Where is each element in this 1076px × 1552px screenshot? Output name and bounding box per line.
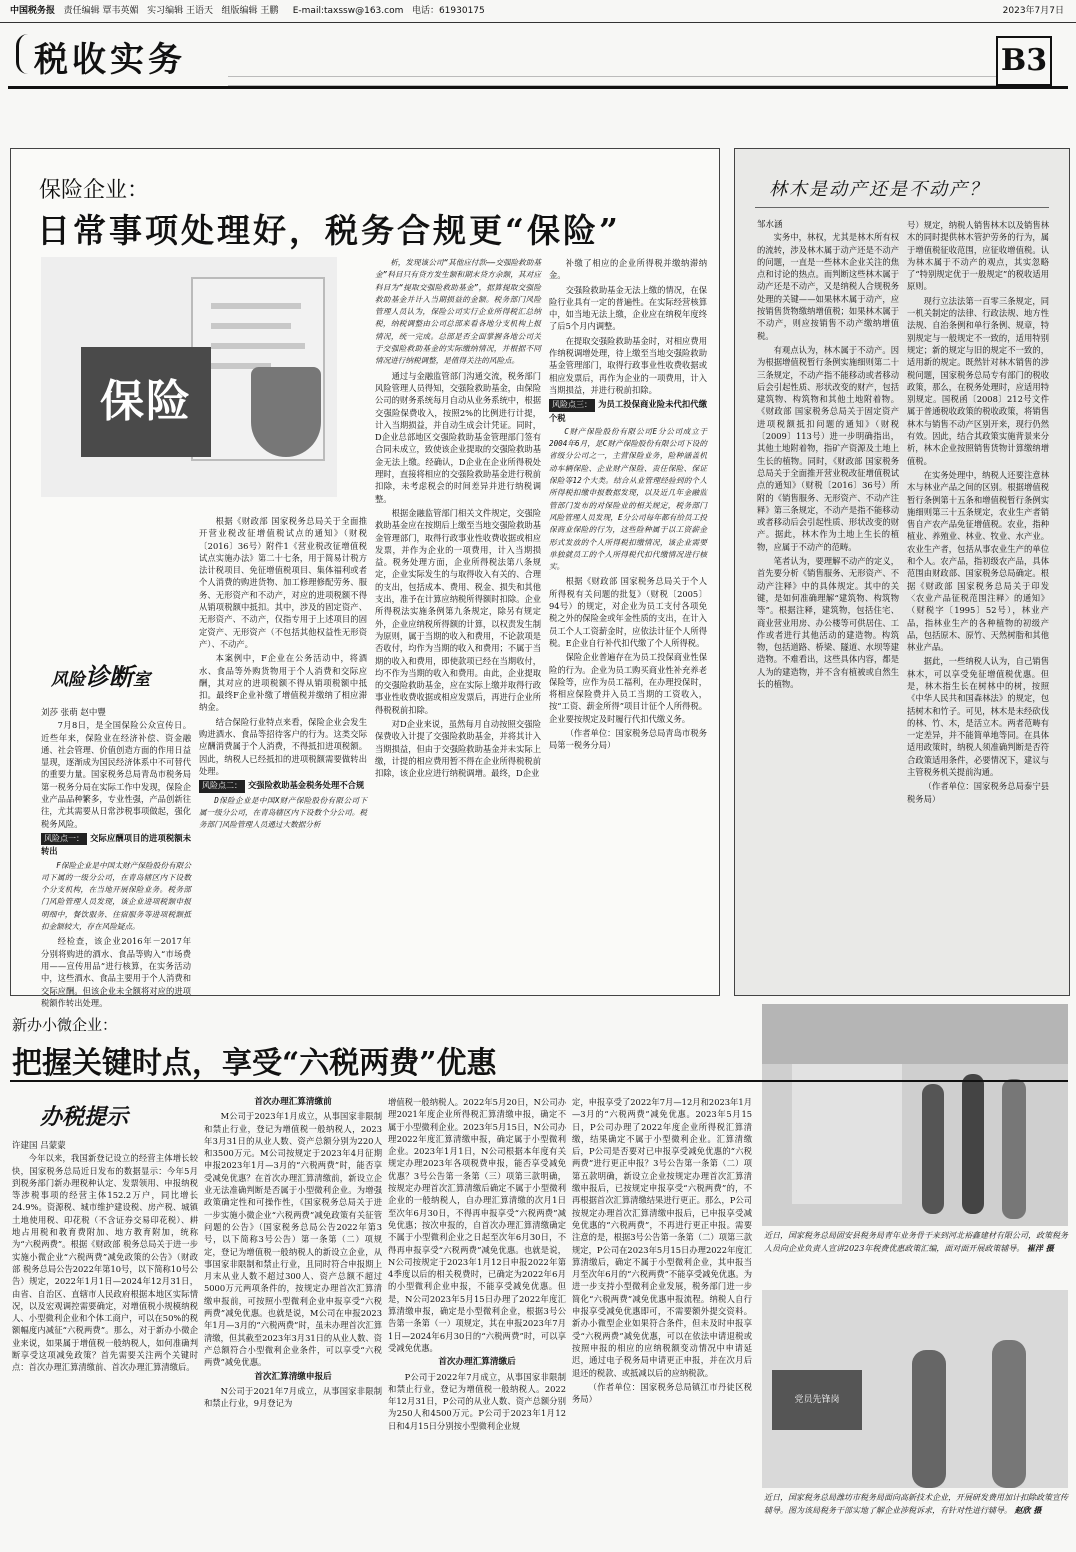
decorative-lines (228, 76, 998, 86)
page-number: B3 (996, 36, 1052, 86)
article1-kicker: 保险企业： (39, 178, 150, 203)
sign-text: 党员先锋岗 (794, 1395, 840, 1405)
paragraph: 有观点认为，林木属于不动产。因为根据增值税暂行条例实施细则第二十三条规定，不动产指不能移动或者移动后会引起性质、形状改变的财产，包括建筑物、构筑物和其他土地附着物。《财政部 国家税务总局关于固定资产进项税额抵扣问题的通知》（财税〔2009〕113号）进一步明确指出，其他土地附着物，指矿产资源及土地上生长的植物。同时，《财政部 国家税务总局关于全面推开营业税改征增值税试点的通知》（财税〔2016〕36号）所附的《销售服务、无形资产、不动产注释》第三条规定，不动产是指不能移动或者移动后会引起性质、形状改变的财产。据此，林木作为土地上生长的植物，应属于不动产的范畴。 (757, 344, 899, 552)
risk-tag-2: 风险点二： (199, 780, 245, 792)
case-note: 析，发现该公司“其他应付款——交强险救助基金”科目只有贷方发生额和期末贷方余额，其对应科目为“提取交强险救助基金”，据算提取交强险救助基金并计入当期损益的金额。税务部门风险管理人员认为，保险公司实行企业所得税汇总纳税，纳税调整由公司总部来看各地分支机构上报情况，统一完成。总部是否全面掌握各地公司关于交强险救助基金的实际缴纳情况，并根据不同情况进行纳税调整，是值得关注的风险点。 (375, 258, 541, 366)
paragraph: 实务中，林权，尤其是林木所有权的流转，涉及林木属于动产还是不动产的问题，一直是一些林木企业关注的焦点和讨论的热点。而判断这些林木属于动产还是不动产，又是纳税人合规税务处理的关键——如果林木属于动产，应按销售货物缴纳增值税；如果林木属于不动产，则应按销售不动产缴纳增值税。 (757, 232, 899, 341)
paragraph: 本案例中，F企业在公务活动中，将酒水、食品等外购货物用于个人消费和交际应酬，其对应的进项税额不得从销项税额中抵扣。最终F企业补缴了增值税并缴纳了相应滞纳金。 (199, 653, 367, 713)
photo-caption-1 (764, 1230, 1068, 1286)
paragraph: 在提取交强险救助基金时，对相应费用作纳税调增处理，待上缴至当地交强险救助基金管理部门，取得行政事业性收费收据或相应发票后，再作为企业的一项费用，计入当期损益，并进行税前扣除。 (549, 335, 707, 395)
article2-byline: 许建国 吕蒙蒙 (12, 1141, 66, 1151)
risk-title-3: 为员工投保商业险未代扣代缴个税 (549, 399, 707, 423)
paragraph: 根据《财政部 国家税务总局关于全面推开营业税改征增值税试点的通知》（财税〔2016〕36号）附件1《营业税改征增值税试点实施办法》第二十七条，用于简易计税方法计税项目、免征增值税项目、集体福利或者个人消费的购进货物、加工修理修配劳务、服务、无形资产和不动产，对应的进项税额不得从销项税额中抵扣。其中，涉及的固定资产、无形资产、不动产，仅指专用于上述项目的固定资产、无形资产（不包括其他权益性无形资产）、不动产。 (199, 516, 367, 649)
risk-tag-3: 风险点三： (549, 399, 595, 411)
photo-credit: 崔洋 摄 (1026, 1243, 1054, 1253)
article2-column-1 (12, 1140, 198, 1544)
issue-date: 2023年7月7日 (1002, 6, 1064, 16)
paragraph: 根据金融监管部门相关文件规定，交强险救助基金应在按期后上缴至当地交强险救助基金管理部门，取得行政事业性收费收据或相应发票，并作为企业的一项费用，计入当期损益。税务处理方面，企业所得税法第八条规定，企业实际发生的与取得收入有关的、合理的支出，包括成本、费用、税金、损失和其他支出，准予在计算应纳税所得额时扣除。企业所得税法实施条例第九条规定，除另有规定外，企业应纳税所得额的计算，以权责发生制为原则，属于当期的收入和费用，不论款项是否收付，均作为当期的收入和费用；不属于当期的收入和费用，即使款项已经在当期收付，均不作为当期的收入和费用。由此，企业提取的交强险救助基金，应在实际上缴并取得行政事业性收费收据或相应发票后，再进行企业所得税税前扣除。 (375, 507, 541, 715)
article2-headline: 把握关键时点，享受“六税两费”优惠 (12, 1046, 497, 1081)
intern-credit: 实习编辑 王语天 (147, 6, 213, 16)
subheading: 首次办理汇算清缴后 (438, 1357, 516, 1368)
author-note: （作者单位：国家税务总局青岛市税务局第一税务分局） (549, 727, 707, 751)
section-header (8, 24, 1068, 89)
case-note: C财产保险股份有限公司E分公司成立于2004年6月，是C财产保险股份有限公司下设的省级分公司之一，主营保险业务，险种涵盖机动车辆保险、企业财产保险、责任保险、保证保险等12个大类。结合从业管理经验到的个人所得税扣缴申报数据发现，以及近几年金融监管部门发布的对保险业的相关规定，税务部门风险管理人员发现，E分公司每年都有给员工投保商业保险的行为，这些险种属于以工资薪金形式发放的个人所得税扣缴情况，该企业需要单独就员工的个人所得税代扣代缴情况进行核实。 (549, 426, 707, 572)
article1-column-4 (549, 257, 707, 989)
subheading: 首次办理汇算清缴前 (254, 1097, 332, 1107)
photo-enterprise-visit (762, 1290, 1068, 1488)
article2-column-3 (388, 1096, 566, 1544)
insurance-tile (81, 347, 211, 457)
paragraph: 增值税一般纳税人。2022年5月20日，N公司办理2021年度企业所得税汇算清缴申报，确定不属于小型微利企业。2023年5月15日，N公司办理2022年度汇算清缴申报，确定属于小型微利企业。2023年1月1日，N公司根据本年度有关规定办理2023年各项税费申报，能否享受减免优惠？3号公告第一条第（三）项第三款明确，按规定办理首次汇算清缴后确定不属于小型微利企业的一般纳税人，自办理汇算清缴的次月1日至次年6月30日，不得再申报享受“六税两费”减免优惠；按次申报的，自首次办理汇算清缴确定不属于小型微利企业之日起至次年6月30日，不得再申报享受“六税两费”减免优惠。也就是说，N公司按规定于2023年1月12日申报2022年第4季度以后的相关税费时，已确定为2022年6月的小型微利企业申报，不能享受减免优惠。但是，N公司2023年5月15日办理了2022年度汇算清缴申报，确定是小型微利企业，根据3号公告第一条第（一）项规定，其在申报2023年7月1日—2024年6月30日的“六税两费”时，可以享受减免优惠。 (388, 1097, 566, 1353)
risk-title-1: 交际应酬项目的进项税额未转出 (41, 832, 191, 857)
article1-column-1 (41, 707, 191, 1008)
author-note: （作者单位：国家税务总局镇江市丹徒区税务局） (572, 1381, 752, 1405)
masthead (0, 0, 1076, 23)
risk-tag-1: 风险点一： (41, 833, 87, 845)
caption-text: 近日，国家税务总局潍坊市税务局面向高新技术企业，开展研发费用加计扣除政策宣传辅导。图为该局税务干部实地了解企业涉税诉求，有针对性进行辅导。 (764, 1493, 1068, 1515)
paragraph: 结合保险行业特点来看，保险企业会发生购进酒水、食品等招待客户的行为。这类交际应酬消费属于个人消费，不得抵扣进项税额。因此，纳税人已经抵扣的进项税额需要做转出处理。 (199, 716, 367, 776)
column-logo-part-b: 诊断 (85, 662, 133, 691)
case-note: F保险企业是中国太财产保险股份有限公司下属的一级分公司，在青岛辖区内下设数个分支机构，在当地开展保险业务。税务部门风险管理人员发现，该企业进项税额申报明细中，餐饮服务、住宿服务等进项税额抵扣金额较大，存在风险疑点。 (41, 860, 191, 932)
sidebar-column-1 (757, 219, 899, 989)
paragraph: 7月8日，是全国保险公众宣传日。近些年来，保险业在经济补偿、资金融通、社会管理、价值创造方面的作用日益显现，逐渐成为国民经济体系中不可替代的重要力量。国家税务总局青岛市税务局第一税务分局在实际工作中发现，保险企业产品品种繁多，专业性强，产品创新往往，尤其需要从日常涉税事项做起，强化税务风险。 (41, 720, 191, 829)
paragraph: 据此，一些纳税人认为，自己销售林木，可以享受免征增值税优惠。但是，林木指生长在树林中的树，按照《中华人民共和国森林法》的规定，包括树木和竹子。可见，林木是未经砍伐的林、竹、木，是活立木。两者范畴有一定差异，并不能简单地等同。在具体适用政策时，纳税人须准确判断是否符合政策适用条件，必要情况下，建议与主管税务机关提前沟通。 (907, 656, 1049, 778)
insurance-tile-text: 保险 (100, 376, 192, 427)
article1-column-3 (375, 257, 541, 989)
red-sign-panel (772, 1370, 862, 1430)
article2-column-4 (572, 1096, 752, 1544)
article2-kicker: 新办小微企业： (12, 1016, 118, 1034)
photo-caption-2 (764, 1492, 1068, 1548)
article2-column-2 (204, 1096, 382, 1544)
paragraph: 经检查，该企业2016年－2017年分别将购进的酒水、食品等购入“市场费用——宣传用品”进行核算，在实务活动中，这些酒水、食品主要用于个人消费和交际应酬。但该企业未全额将对应的进项税额作转出处理。 (41, 936, 191, 1008)
paragraph: 今年以来，我国新登记设立的经营主体增长较快，国家税务总局近日发布的数据显示：今年5月到税务部门新办理税种认定、发票领用、申报纳税等涉税事项的经营主体152.2万户，同比增长24.9%。资源税、城市维护建设税、房产税、城镇土地使用税、印花税（不含证券交易印花税）、耕地占用税和教育费附加、地方教育附加，统称为“六税两费”。根据《财政部 税务总局关于进一步实施小微企业“六税两费”减免政策的公告》（财政部 税务总局公告2022年第10号，以下简称10号公告）规定，2022年1月1日—2024年12月31日，由省、自治区、直辖市人民政府根据本地区实际情况，以及宏观调控需要确定，对增值税小规模纳税人、小型微利企业和个体工商户，可以在50%的税额幅度内减征“六税两费”。那么，对于新办小微企业来说，如果属于增值税一般纳税人，如何准确判断享受这项减免政策？首先需要关注两个关键时点：首次办理汇算清缴前、首次办理汇算清缴后。 (12, 1153, 198, 1373)
paragraph: 交强险救助基金无法上缴的情况，在保险行业具有一定的普遍性。在实际经营核算中，如当地无法上缴，企业应在纳税年度终了后5个月内调整。 (549, 284, 707, 332)
article1-column-2 (199, 515, 367, 989)
paragraph: M公司于2023年1月成立，从事国家非限制和禁止行业，登记为增值税一般纳税人，2023年3月31日的从业人数、资产总额分别为220人和3500万元。M公司按规定于2023年4月征期申报2023年1月—3月的“六税两费”时，能否享受减免优惠？在首次办理汇算清缴前，新设立企业无法准确判断是否属于小型微利企业。为增强政策确定性和可操作性，《国家税务总局关于进一步实施小微企业“六税两费”减免政策有关征管问题的公告》（国家税务总局公告2022年第3号，以下简称3号公告）第一条第（二）项规定，登记为增值税一般纳税人的新设立企业，从事国家非限制和禁止行业，且同时符合申报期上月末从业人数不超过300人、资产总额不超过5000万元两项条件的，按规定办理首次汇算清缴申报前，可按照小型微利企业申报享受“六税两费”减免优惠。也就是说，M公司在申报2023年1月—3月的“六税两费”时，虽未办理首次汇算清缴，但其截至2023年3月31日的从业人数、资产总额符合小型微利企业条件，可以享受“六税两费”减免优惠。 (204, 1111, 382, 1368)
sidebar-byline: 邹水涵 (757, 220, 783, 230)
column-logo-part-c: 室 (133, 670, 150, 690)
insurance-illustration (41, 257, 337, 497)
paragraph: 补缴了相应的企业所得税并缴纳滞纳金。 (549, 258, 707, 281)
shield-icon (251, 367, 321, 457)
article1-byline: 刘莎 张萌 赵中豐 (41, 708, 106, 718)
paragraph: 现行立法法第一百零三条规定，同一机关制定的法律、行政法规、地方性法规、自治条例和单行条例、规章，特别规定与一般规定不一致的，适用特别规定；新的规定与旧的规定不一致的，适用新的规定。既然针对林木销售的涉税问题，国家税务总局专有部门的税收政策，那么，在税务处理时，应适用特别规定。国税函〔2008〕212号文件属于普通税收政策的税收政策，将销售林木与销售不动产区别开来，现行仍然有效。因此，结合其政策实施背景来分析，林木企业按照销售货物计算缴纳增值税。 (907, 295, 1049, 466)
paragraph: 对D企业来说，虽然每月自动按照交强险保费收入计提了交强险救助基金，并将其计入当期损益，但由于交强险救助基金并未实际上缴，计提的相应费用暂不得在企业所得税税前扣除，该企业应进行纳税调增。最终，D企业 (375, 718, 541, 779)
paragraph: 号）规定，纳税人销售林木以及销售林木的同时提供林木管护劳务的行为，属于增值税征收范围，应征收增值税。认为林木属于不动产的观点，其实忽略了“特别规定优于一般规定”的税收适用原则。 (907, 220, 1049, 292)
email: E-mail:taxssw@163.com (292, 6, 404, 16)
phone: 电话：61930175 (411, 6, 485, 16)
section-title: 税收实务 (34, 40, 186, 80)
article1-headline: 日常事项处理好，税务合规更“保险” (37, 211, 621, 250)
column-logo-risk-clinic (51, 657, 211, 701)
sidebar-column-2 (907, 219, 1049, 989)
masthead-info (10, 0, 485, 22)
section-swoosh-icon (16, 34, 35, 74)
paragraph: 在实务处理中，纳税人还要注意林木与林业产品之间的区别。根据增值税暂行条例第十五条和增值税暂行条例实施细则第三十五条规定，农业生产者销售自产农产品免征增值税。农业，指种植业、养殖业、林业、牧业、水产业。农业生产者，包括从事农业生产的单位和个人。农产品，指初级农产品，具体范围由财政部、国家税务总局确定。根据《财政部 国家税务总局关于印发〈农业产品征税范围注释〉的通知》（财税字〔1995〕52号），林业产品，指林业生产的各种植物的初级产品，包括原木、原竹、天然树脂和其他林业产品。 (907, 469, 1049, 653)
subheading: 首次汇算清缴申报后 (254, 1371, 332, 1382)
article2-rule (10, 1080, 1068, 1082)
photo-factory-visit (762, 1004, 1068, 1226)
editor-credit: 责任编辑 覃韦英媚 (63, 6, 139, 16)
article-insurance (10, 148, 720, 1008)
author-note: （作者单位：国家税务总局泰宁县税务局） (907, 781, 1049, 804)
case-note: D保险企业是中国X财产保险股份有限公司下属一级分公司，在青岛辖区内下设数个分公司。税务部门风险管理人员通过大数据分析 (199, 795, 367, 830)
sidebar-title: 林木是动产还是不动产？ (769, 179, 989, 200)
sidebar-rule (755, 207, 1049, 208)
paragraph: 笔者认为，要理解不动产的定义，首先要分析《销售服务、无形资产、不动产注释》中的具体规定。其中的关键，是如何准确理解“建筑物、构筑物等”。根据注释，建筑物，包括住宅、商业营业用房、办公楼等可供居住、工作或者进行其他活动的建造物。构筑物，包括道路、桥梁、隧道、水坝等建造物。不难看出，这些具体内容，都是人为的建造物，并不含有植被或自然生长的植物。 (757, 556, 899, 689)
photo-credit: 赵欣 摄 (1014, 1505, 1042, 1515)
paragraph: P公司于2022年7月成立，从事国家非限制和禁止行业，登记为增值税一般纳税人。2022年12月31日，P公司的从业人数、资产总额分别为250人和4500万元。P公司于2023年1月12日和4月15日分别按小型微利企业规 (388, 1371, 566, 1431)
caption-text: 近日，国家税务总局固安县税务局青年业务骨干来到河北裕鑫建材有限公司，政策税务人员向企业负责人宣讲2023年税费优惠政策汇编，面对面开展政策辅导。 (764, 1231, 1068, 1253)
column-logo-tax-tips: 办税提示 (40, 1104, 129, 1130)
paper-name: 中国税务报 (10, 6, 56, 16)
layout-credit: 组版编辑 王鹏 (221, 6, 279, 16)
paragraph: 根据《财政部 国家税务总局关于个人所得税有关问题的批复》（财税〔2005〕94号）的规定，对企业为员工支付各项免税之外的保险金或年金性质的支出，在计入员工个人工资薪金时，应依法计征个人所得税。E企业自行补代扣代缴了个人所得税。 (549, 576, 707, 648)
paragraph: 定，申报享受了2022年7月—12月和2023年1月—3月的“六税两费”减免优惠。2023年5月15日，P公司办理了2022年度企业所得税汇算清缴，结果确定不属于小型微利企业。汇算清缴后，P公司是否要对已申报享受减免优惠的“六税两费”进行更正申报？3号公告第一条第（二）项第五款明确，新设立企业按规定办理首次汇算清缴申报后，已按规定申报享受“六税两费”的，不再根据首次汇算清缴结果进行更正。那么，P公司按规定办理首次汇算清缴申报后，已申报享受减免优惠的“六税两费”，不再进行更正申报。需要注意的是，根据3号公告第一条第（二）项第三款规定，P公司在2023年5月15日办理2022年度汇算清缴后，确定不属于小型微利企业，其申报当月至次年6月的“六税两费”不能享受减免优惠。为进一步支持小型微利企业发展，税务部门进一步简化“六税两费”减免优惠申报流程。纳税人自行申报享受减免优惠即可，不需要额外提交资料。新办小微型企业如果符合条件，但未及时申报享受“六税两费”减免优惠，可以在依法申请退税或按照申报的相应的应纳税额变动情况中申请延迟，通过电子税务局申请更正申报，并在次月后退还的税款、或抵减以后的应纳税款。 (572, 1097, 752, 1378)
paragraph: N公司于2021年7月成立，从事国家非限制和禁止行业，9月登记为 (204, 1385, 382, 1409)
risk-title-2: 交强险救助基金税务处理不合规 (248, 780, 365, 791)
column-logo-part-a: 风险 (51, 670, 85, 690)
sidebar-forestry (734, 148, 1070, 996)
paragraph: 通过与金融监管部门沟通交流，税务部门风险管理人员得知，交强险救助基金，由保险公司的财务系统每月自动从业务系统中，根据交强险保费收入，按照2%的比例进行计提，计入当期损益，并自动生成会计凭证。同时，D企业总部地区交强险救助基金管理部门签有合同未成立，致使该企业提取的交强险救助基金无法上缴。经确认，D企业在企业所得税处理时，直接将相应的交强险救助基金进行税前扣除，未考虑税会的时间差异并进行纳税调整。 (375, 370, 541, 504)
paragraph: 保险企业普遍存在为员工投保商业性保险的行为。企业为员工购买商业性补充养老保险等，应作为员工福利，在办理投保时，将相应保险费并入员工当期的工资收入，按“工资、薪金所得”项目计征个人所得税。企业要按规定及时履行代扣代缴义务。 (549, 652, 707, 724)
